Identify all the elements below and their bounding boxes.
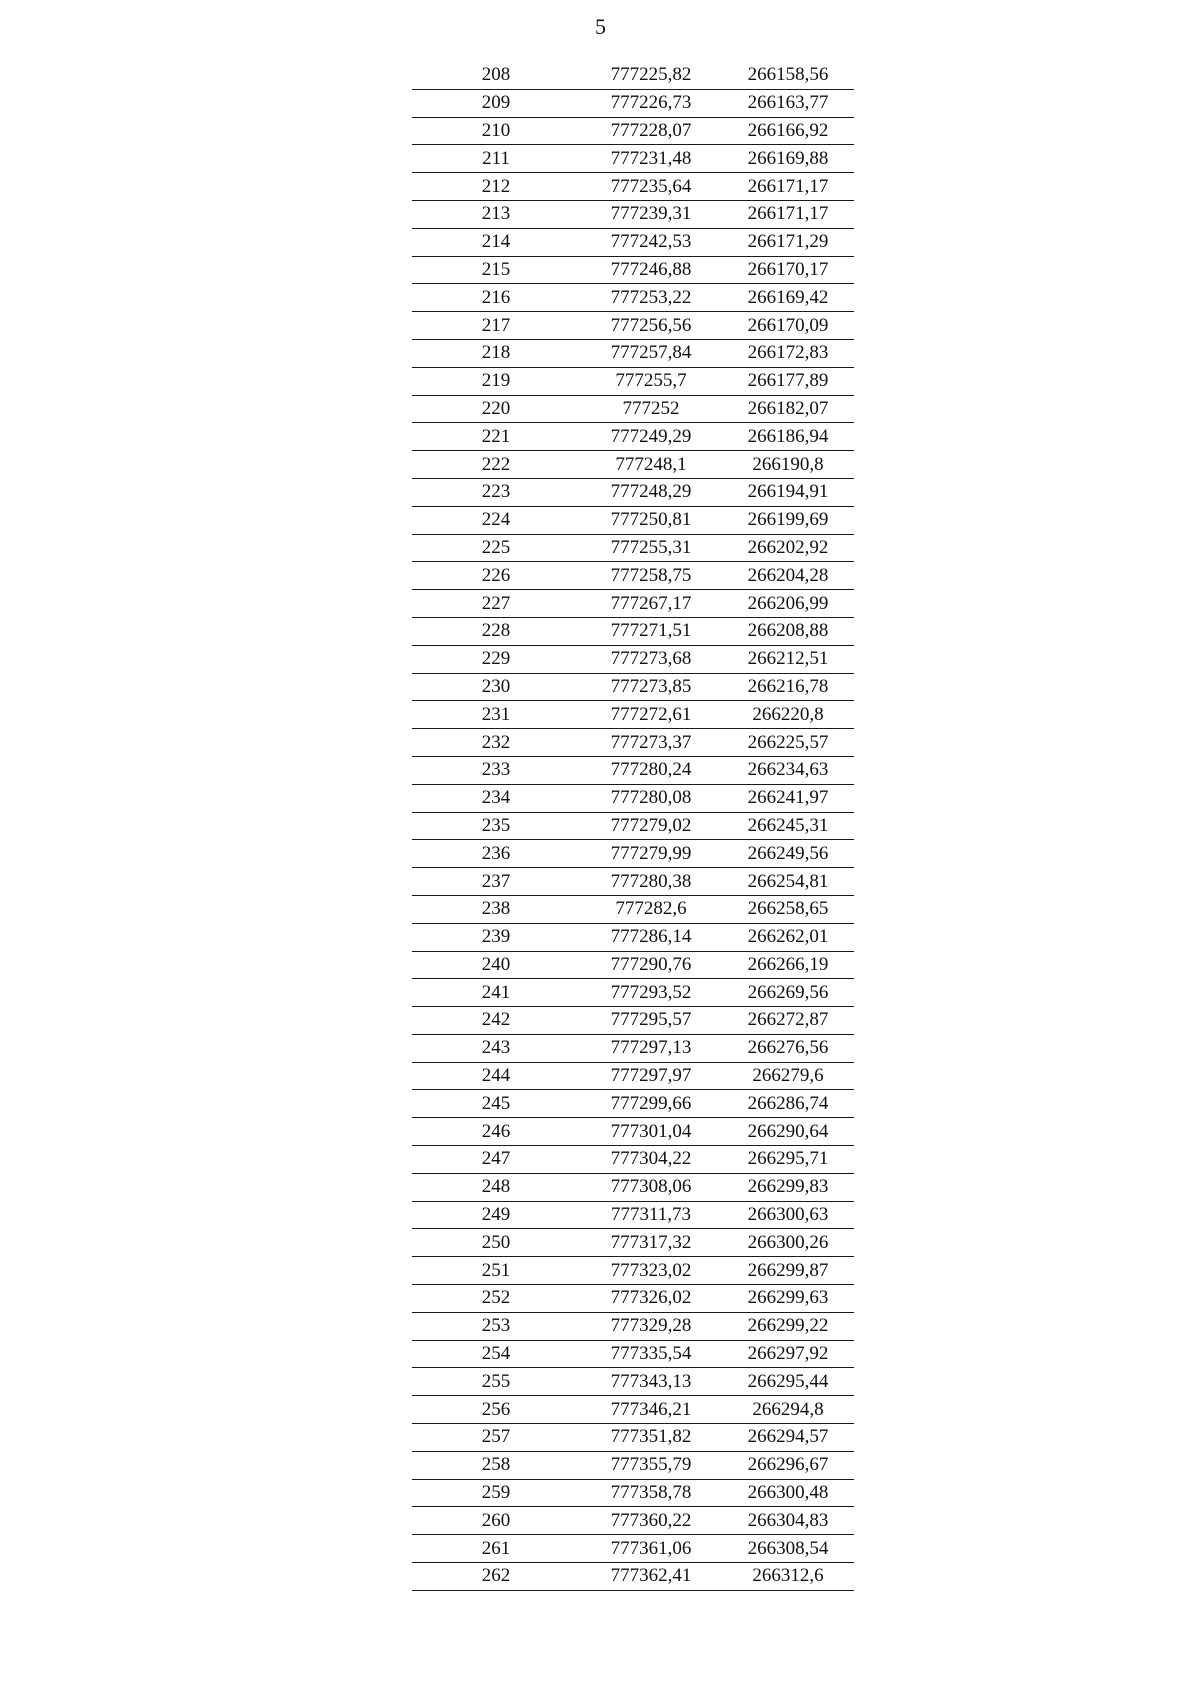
x-coordinate-cell: 777255,7 xyxy=(580,367,722,395)
y-coordinate-cell: 266190,8 xyxy=(722,451,854,479)
table-row xyxy=(412,645,854,673)
point-number-cell: 243 xyxy=(412,1034,580,1062)
point-number-cell: 208 xyxy=(412,62,580,89)
x-coordinate-cell: 777231,48 xyxy=(580,145,722,173)
table-row xyxy=(412,756,854,784)
point-number-cell: 229 xyxy=(412,645,580,673)
x-coordinate-cell: 777280,08 xyxy=(580,784,722,812)
table-row xyxy=(412,534,854,562)
x-coordinate-cell: 777358,78 xyxy=(580,1479,722,1507)
x-coordinate-cell: 777255,31 xyxy=(580,534,722,562)
y-coordinate-cell: 266171,29 xyxy=(722,228,854,256)
point-number-cell: 216 xyxy=(412,284,580,312)
table-row xyxy=(412,506,854,534)
table-row xyxy=(412,1535,854,1563)
y-coordinate-cell: 266296,67 xyxy=(722,1451,854,1479)
table-row xyxy=(412,62,854,89)
point-number-cell: 254 xyxy=(412,1340,580,1368)
y-coordinate-cell: 266254,81 xyxy=(722,868,854,896)
table-row xyxy=(412,451,854,479)
y-coordinate-cell: 266276,56 xyxy=(722,1034,854,1062)
point-number-cell: 237 xyxy=(412,868,580,896)
point-number-cell: 261 xyxy=(412,1535,580,1563)
x-coordinate-cell: 777295,57 xyxy=(580,1007,722,1035)
x-coordinate-cell: 777258,75 xyxy=(580,562,722,590)
point-number-cell: 257 xyxy=(412,1424,580,1452)
x-coordinate-cell: 777256,56 xyxy=(580,312,722,340)
y-coordinate-cell: 266308,54 xyxy=(722,1535,854,1563)
y-coordinate-cell: 266194,91 xyxy=(722,478,854,506)
table-row xyxy=(412,1312,854,1340)
page-number: 5 xyxy=(595,14,606,39)
x-coordinate-cell: 777248,1 xyxy=(580,451,722,479)
x-coordinate-cell: 777239,31 xyxy=(580,200,722,228)
point-number-cell: 238 xyxy=(412,895,580,923)
point-number-cell: 258 xyxy=(412,1451,580,1479)
x-coordinate-cell: 777235,64 xyxy=(580,173,722,201)
x-coordinate-cell: 777346,21 xyxy=(580,1396,722,1424)
x-coordinate-cell: 777351,82 xyxy=(580,1424,722,1452)
y-coordinate-cell: 266269,56 xyxy=(722,979,854,1007)
point-number-cell: 232 xyxy=(412,729,580,757)
table-row xyxy=(412,1451,854,1479)
x-coordinate-cell: 777355,79 xyxy=(580,1451,722,1479)
table-row xyxy=(412,423,854,451)
table-row xyxy=(412,1090,854,1118)
table-row xyxy=(412,284,854,312)
table-row xyxy=(412,784,854,812)
y-coordinate-cell: 266279,6 xyxy=(722,1062,854,1090)
x-coordinate-cell: 777225,82 xyxy=(580,62,722,89)
point-number-cell: 228 xyxy=(412,617,580,645)
table-row xyxy=(412,1229,854,1257)
point-number-cell: 253 xyxy=(412,1312,580,1340)
y-coordinate-cell: 266220,8 xyxy=(722,701,854,729)
point-number-cell: 262 xyxy=(412,1563,580,1591)
table-row xyxy=(412,1507,854,1535)
table-row xyxy=(412,590,854,618)
x-coordinate-cell: 777246,88 xyxy=(580,256,722,284)
x-coordinate-cell: 777267,17 xyxy=(580,590,722,618)
y-coordinate-cell: 266299,22 xyxy=(722,1312,854,1340)
point-number-cell: 227 xyxy=(412,590,580,618)
point-number-cell: 250 xyxy=(412,1229,580,1257)
y-coordinate-cell: 266170,17 xyxy=(722,256,854,284)
x-coordinate-cell: 777257,84 xyxy=(580,339,722,367)
point-number-cell: 240 xyxy=(412,951,580,979)
table-row xyxy=(412,868,854,896)
y-coordinate-cell: 266312,6 xyxy=(722,1563,854,1591)
x-coordinate-cell: 777362,41 xyxy=(580,1563,722,1591)
y-coordinate-cell: 266171,17 xyxy=(722,173,854,201)
y-coordinate-cell: 266245,31 xyxy=(722,812,854,840)
point-number-cell: 219 xyxy=(412,367,580,395)
point-number-cell: 225 xyxy=(412,534,580,562)
table-row xyxy=(412,89,854,117)
y-coordinate-cell: 266182,07 xyxy=(722,395,854,423)
point-number-cell: 260 xyxy=(412,1507,580,1535)
x-coordinate-cell: 777317,32 xyxy=(580,1229,722,1257)
point-number-cell: 213 xyxy=(412,200,580,228)
point-number-cell: 211 xyxy=(412,145,580,173)
point-number-cell: 236 xyxy=(412,840,580,868)
x-coordinate-cell: 777248,29 xyxy=(580,478,722,506)
point-number-cell: 256 xyxy=(412,1396,580,1424)
x-coordinate-cell: 777228,07 xyxy=(580,117,722,145)
table-row xyxy=(412,228,854,256)
coordinates-table-body xyxy=(412,62,854,1590)
y-coordinate-cell: 266299,63 xyxy=(722,1285,854,1313)
point-number-cell: 242 xyxy=(412,1007,580,1035)
x-coordinate-cell: 777280,24 xyxy=(580,756,722,784)
y-coordinate-cell: 266304,83 xyxy=(722,1507,854,1535)
table-row xyxy=(412,200,854,228)
y-coordinate-cell: 266249,56 xyxy=(722,840,854,868)
y-coordinate-cell: 266169,42 xyxy=(722,284,854,312)
x-coordinate-cell: 777308,06 xyxy=(580,1173,722,1201)
table-row xyxy=(412,256,854,284)
table-row xyxy=(412,312,854,340)
point-number-cell: 244 xyxy=(412,1062,580,1090)
y-coordinate-cell: 266258,65 xyxy=(722,895,854,923)
point-number-cell: 222 xyxy=(412,451,580,479)
point-number-cell: 215 xyxy=(412,256,580,284)
x-coordinate-cell: 777293,52 xyxy=(580,979,722,1007)
y-coordinate-cell: 266266,19 xyxy=(722,951,854,979)
x-coordinate-cell: 777249,29 xyxy=(580,423,722,451)
table-row xyxy=(412,562,854,590)
x-coordinate-cell: 777299,66 xyxy=(580,1090,722,1118)
point-number-cell: 226 xyxy=(412,562,580,590)
table-row xyxy=(412,395,854,423)
point-number-cell: 241 xyxy=(412,979,580,1007)
table-row xyxy=(412,840,854,868)
point-number-cell: 249 xyxy=(412,1201,580,1229)
x-coordinate-cell: 777273,37 xyxy=(580,729,722,757)
y-coordinate-cell: 266241,97 xyxy=(722,784,854,812)
y-coordinate-cell: 266202,92 xyxy=(722,534,854,562)
table-row xyxy=(412,367,854,395)
y-coordinate-cell: 266166,92 xyxy=(722,117,854,145)
table-row xyxy=(412,1007,854,1035)
point-number-cell: 212 xyxy=(412,173,580,201)
y-coordinate-cell: 266169,88 xyxy=(722,145,854,173)
x-coordinate-cell: 777343,13 xyxy=(580,1368,722,1396)
x-coordinate-cell: 777361,06 xyxy=(580,1535,722,1563)
y-coordinate-cell: 266300,48 xyxy=(722,1479,854,1507)
point-number-cell: 233 xyxy=(412,756,580,784)
x-coordinate-cell: 777273,85 xyxy=(580,673,722,701)
table-row xyxy=(412,895,854,923)
x-coordinate-cell: 777271,51 xyxy=(580,617,722,645)
x-coordinate-cell: 777280,38 xyxy=(580,868,722,896)
x-coordinate-cell: 777242,53 xyxy=(580,228,722,256)
point-number-cell: 221 xyxy=(412,423,580,451)
table-row xyxy=(412,701,854,729)
table-row xyxy=(412,1062,854,1090)
point-number-cell: 248 xyxy=(412,1173,580,1201)
table-row xyxy=(412,1340,854,1368)
table-row xyxy=(412,117,854,145)
table-row xyxy=(412,1396,854,1424)
y-coordinate-cell: 266297,92 xyxy=(722,1340,854,1368)
y-coordinate-cell: 266225,57 xyxy=(722,729,854,757)
y-coordinate-cell: 266158,56 xyxy=(722,62,854,89)
x-coordinate-cell: 777272,61 xyxy=(580,701,722,729)
x-coordinate-cell: 777282,6 xyxy=(580,895,722,923)
table-row xyxy=(412,951,854,979)
point-number-cell: 230 xyxy=(412,673,580,701)
point-number-cell: 239 xyxy=(412,923,580,951)
table-row xyxy=(412,1563,854,1591)
y-coordinate-cell: 266295,71 xyxy=(722,1146,854,1174)
x-coordinate-cell: 777326,02 xyxy=(580,1285,722,1313)
point-number-cell: 231 xyxy=(412,701,580,729)
x-coordinate-cell: 777286,14 xyxy=(580,923,722,951)
x-coordinate-cell: 777329,28 xyxy=(580,1312,722,1340)
table-row xyxy=(412,923,854,951)
point-number-cell: 252 xyxy=(412,1285,580,1313)
point-number-cell: 234 xyxy=(412,784,580,812)
table-row xyxy=(412,812,854,840)
y-coordinate-cell: 266204,28 xyxy=(722,562,854,590)
x-coordinate-cell: 777335,54 xyxy=(580,1340,722,1368)
table-row xyxy=(412,1201,854,1229)
y-coordinate-cell: 266208,88 xyxy=(722,617,854,645)
table-row xyxy=(412,617,854,645)
x-coordinate-cell: 777301,04 xyxy=(580,1118,722,1146)
x-coordinate-cell: 777279,02 xyxy=(580,812,722,840)
y-coordinate-cell: 266299,87 xyxy=(722,1257,854,1285)
point-number-cell: 214 xyxy=(412,228,580,256)
table-row xyxy=(412,339,854,367)
table-row xyxy=(412,1173,854,1201)
x-coordinate-cell: 777279,99 xyxy=(580,840,722,868)
y-coordinate-cell: 266177,89 xyxy=(722,367,854,395)
table-row xyxy=(412,145,854,173)
x-coordinate-cell: 777252 xyxy=(580,395,722,423)
y-coordinate-cell: 266286,74 xyxy=(722,1090,854,1118)
y-coordinate-cell: 266262,01 xyxy=(722,923,854,951)
point-number-cell: 224 xyxy=(412,506,580,534)
point-number-cell: 210 xyxy=(412,117,580,145)
x-coordinate-cell: 777323,02 xyxy=(580,1257,722,1285)
x-coordinate-cell: 777297,97 xyxy=(580,1062,722,1090)
y-coordinate-cell: 266163,77 xyxy=(722,89,854,117)
y-coordinate-cell: 266300,26 xyxy=(722,1229,854,1257)
table-row xyxy=(412,729,854,757)
y-coordinate-cell: 266272,87 xyxy=(722,1007,854,1035)
table-row xyxy=(412,1368,854,1396)
x-coordinate-cell: 777253,22 xyxy=(580,284,722,312)
y-coordinate-cell: 266212,51 xyxy=(722,645,854,673)
point-number-cell: 255 xyxy=(412,1368,580,1396)
y-coordinate-cell: 266206,99 xyxy=(722,590,854,618)
table-row xyxy=(412,979,854,1007)
point-number-cell: 218 xyxy=(412,339,580,367)
point-number-cell: 247 xyxy=(412,1146,580,1174)
y-coordinate-cell: 266290,64 xyxy=(722,1118,854,1146)
point-number-cell: 223 xyxy=(412,478,580,506)
table-row xyxy=(412,1034,854,1062)
point-number-cell: 235 xyxy=(412,812,580,840)
point-number-cell: 209 xyxy=(412,89,580,117)
coordinates-table xyxy=(412,62,854,1591)
x-coordinate-cell: 777273,68 xyxy=(580,645,722,673)
point-number-cell: 220 xyxy=(412,395,580,423)
x-coordinate-cell: 777297,13 xyxy=(580,1034,722,1062)
point-number-cell: 259 xyxy=(412,1479,580,1507)
y-coordinate-cell: 266172,83 xyxy=(722,339,854,367)
table-row xyxy=(412,1479,854,1507)
y-coordinate-cell: 266199,69 xyxy=(722,506,854,534)
y-coordinate-cell: 266216,78 xyxy=(722,673,854,701)
y-coordinate-cell: 266294,8 xyxy=(722,1396,854,1424)
table-row xyxy=(412,1285,854,1313)
y-coordinate-cell: 266294,57 xyxy=(722,1424,854,1452)
x-coordinate-cell: 777290,76 xyxy=(580,951,722,979)
y-coordinate-cell: 266171,17 xyxy=(722,200,854,228)
y-coordinate-cell: 266300,63 xyxy=(722,1201,854,1229)
y-coordinate-cell: 266170,09 xyxy=(722,312,854,340)
table-row xyxy=(412,1118,854,1146)
table-row xyxy=(412,1146,854,1174)
table-row xyxy=(412,673,854,701)
y-coordinate-cell: 266234,63 xyxy=(722,756,854,784)
point-number-cell: 217 xyxy=(412,312,580,340)
point-number-cell: 251 xyxy=(412,1257,580,1285)
x-coordinate-cell: 777250,81 xyxy=(580,506,722,534)
y-coordinate-cell: 266295,44 xyxy=(722,1368,854,1396)
x-coordinate-cell: 777360,22 xyxy=(580,1507,722,1535)
point-number-cell: 246 xyxy=(412,1118,580,1146)
table-row xyxy=(412,478,854,506)
table-row xyxy=(412,173,854,201)
table-row xyxy=(412,1257,854,1285)
y-coordinate-cell: 266186,94 xyxy=(722,423,854,451)
x-coordinate-cell: 777304,22 xyxy=(580,1146,722,1174)
point-number-cell: 245 xyxy=(412,1090,580,1118)
x-coordinate-cell: 777311,73 xyxy=(580,1201,722,1229)
x-coordinate-cell: 777226,73 xyxy=(580,89,722,117)
y-coordinate-cell: 266299,83 xyxy=(722,1173,854,1201)
table-row xyxy=(412,1424,854,1452)
